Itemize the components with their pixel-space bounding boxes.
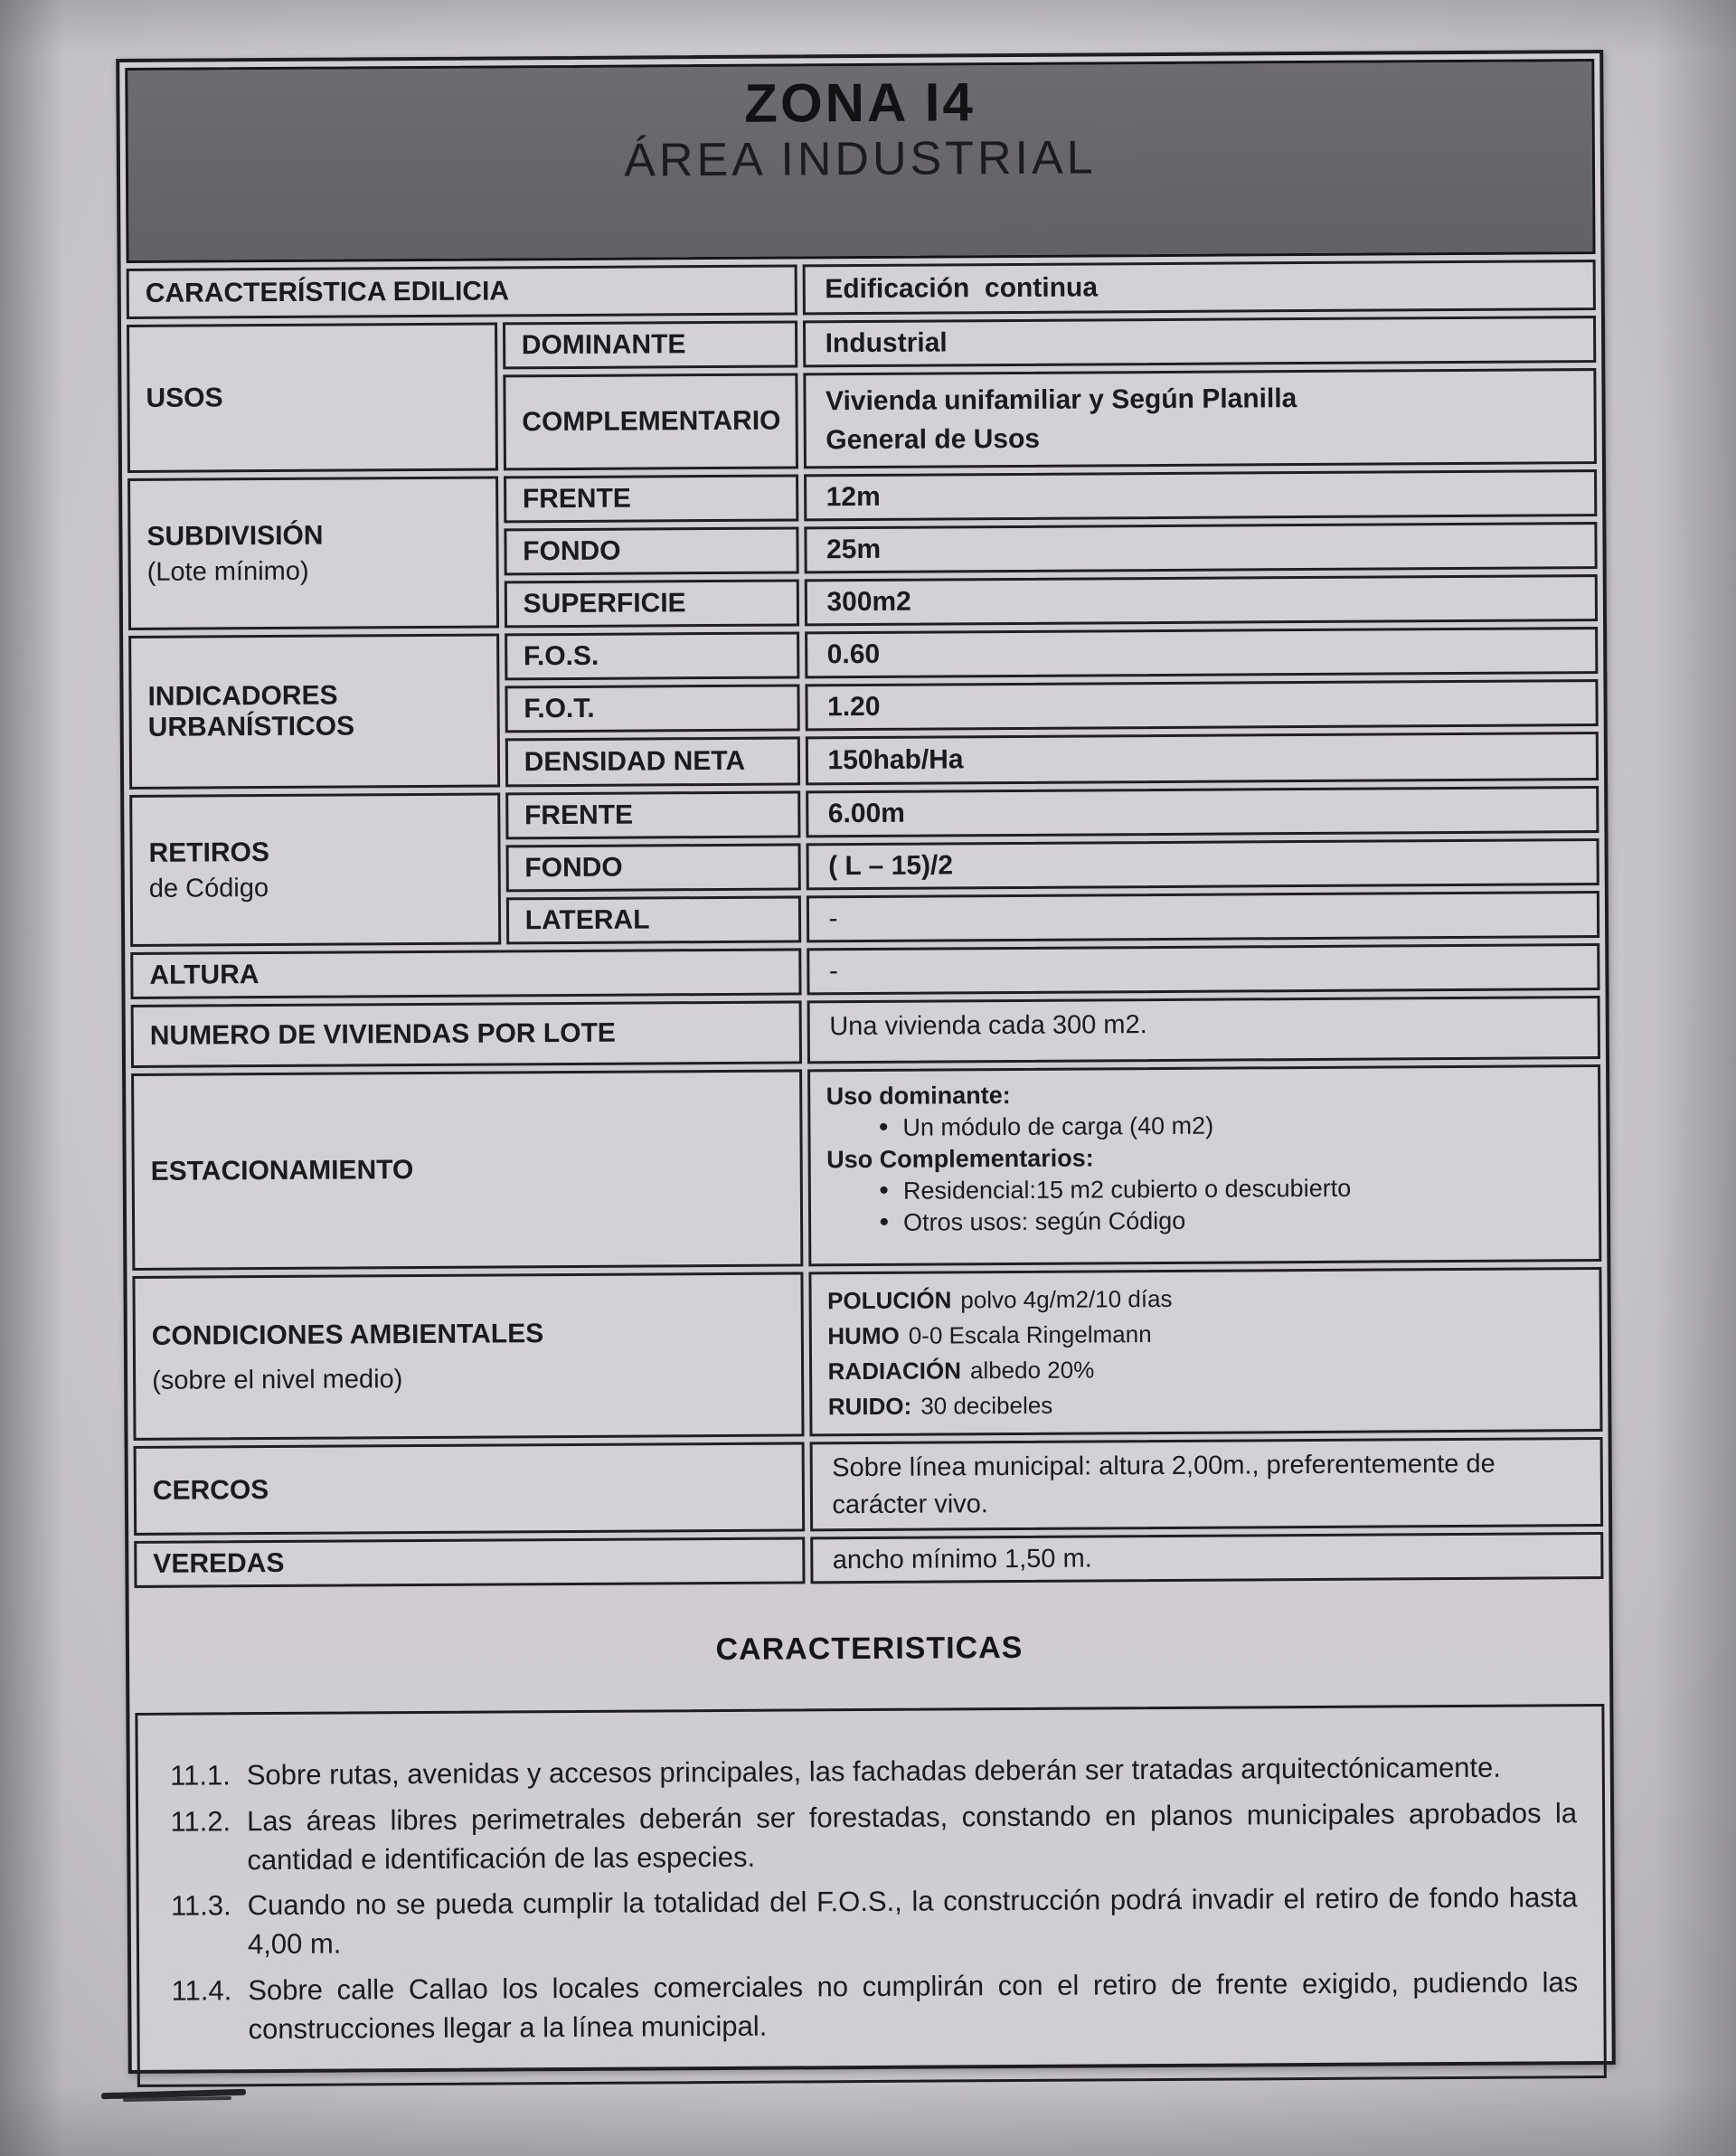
uso-complementarios-item-2 [826,1204,1582,1240]
densidad-value: 150hab/Ha [805,732,1599,785]
uso-dominante-item-text: • Un módulo de carga (40 m2) [902,1111,1214,1141]
retiros-fondo-label: FONDO [505,843,800,892]
complementario-value-line2: General de Usos [826,423,1041,456]
cercos-label: CERCOS [134,1442,805,1536]
row-veredas [134,1532,1603,1588]
radiacion-term: RADIACIÓN [827,1357,962,1385]
item-number: 11.4. [171,1974,232,2007]
ruido-term: RUIDO: [827,1392,912,1421]
item-text: Sobre rutas, avenidas y accesos principales, las fachadas deberán ser tratadas arquitectónicamente. [246,1751,1502,1792]
list-item [154,1879,1578,1965]
viviendas-value: Una vivienda cada 300 m2. [807,996,1600,1064]
zone-header-band [125,59,1595,263]
row-caracteristica-edilicia [127,260,1596,319]
list-item [153,1794,1577,1880]
retiros-lateral-label: LATERAL [506,895,801,944]
fot-label: F.O.T. [505,684,799,733]
uso-complementarios-item-1-text: • Residencial:15 m2 cubierto o descubierto [902,1175,1352,1206]
row-indicadores-fos [128,627,1598,683]
row-cercos [134,1437,1604,1536]
subdivision-fondo-label: FONDO [504,526,798,575]
condiciones-note: (sobre el nivel medio) [152,1364,403,1395]
fos-label: F.O.S. [505,631,799,680]
radiacion-text: albedo 20% [969,1356,1095,1385]
caracteristicas-heading: CARACTERISTICAS [715,1630,1024,1667]
polucion-line [827,1279,1583,1319]
row-altura [130,943,1599,999]
zoning-table [121,254,1609,1593]
subdivision-superficie-value: 300m2 [804,574,1598,626]
ruido-text: 30 decibeles [920,1391,1053,1420]
list-item [153,1748,1577,1795]
altura-label: ALTURA [130,948,801,999]
caracteristica-edilicia-label: CARACTERÍSTICA EDILICIA [127,264,797,319]
item-number: 11.1. [170,1759,231,1792]
row-retiros-frente [129,786,1599,842]
indicadores-label: INDICADORES URBANÍSTICOS [128,633,500,789]
complementario-value-line1: Vivienda unifamiliar y Según Planilla [825,383,1297,416]
subdivision-superficie-label: SUPERFICIE [504,579,798,628]
usos-label: USOS [127,322,498,472]
scan-artifact-mark [101,2089,253,2104]
uso-dominante-heading: Uso dominante: [826,1082,1011,1111]
subdivision-label-text: SUBDIVISIÓN [146,520,324,552]
retiros-frente-value: 6.00m [806,786,1599,837]
uso-complementarios-item-2-text: • Otros usos: según Código [903,1207,1186,1237]
subdivision-frente-value: 12m [804,469,1598,521]
retiros-label [129,792,501,946]
subdivision-frente-label: FRENTE [504,474,798,523]
condiciones-label [132,1272,804,1441]
cercos-value: Sobre línea municipal: altura 2,00m., preferentemente de carácter vivo. [809,1437,1603,1532]
complementario-value [803,368,1597,468]
retiros-note: de Código [148,873,269,903]
complementario-label: COMPLEMENTARIO [503,373,797,470]
item-number: 11.3. [170,1889,231,1923]
uso-complementarios-heading: Uso Complementarios: [826,1144,1094,1174]
estacionamiento-value [807,1064,1602,1266]
item-number: 11.2. [170,1805,231,1838]
subdivision-fondo-value: 25m [804,522,1598,573]
humo-term: HUMO [827,1321,900,1350]
uso-dominante-item [826,1108,1582,1144]
densidad-label: DENSIDAD NETA [505,736,799,787]
condiciones-value [808,1267,1603,1436]
zone-subtitle: ÁREA INDUSTRIAL [624,131,1097,187]
retiros-label-text: RETIROS [148,837,270,868]
dominante-label: DOMINANTE [503,320,797,369]
subdivision-label [127,476,499,629]
polucion-text: polvo 4g/m2/10 días [960,1284,1173,1314]
subdivision-note: (Lote mínimo) [146,556,309,587]
caracteristicas-list [135,1704,1606,2086]
row-estacionamiento [131,1064,1601,1271]
dominante-value: Industrial [802,316,1596,367]
humo-line [827,1314,1583,1354]
fos-value: 0.60 [805,627,1599,678]
list-item [154,1963,1578,2049]
row-condiciones [132,1267,1602,1441]
document-sheet [116,50,1616,2074]
condiciones-label-text: CONDICIONES AMBIENTALES [151,1318,544,1351]
viviendas-label: NUMERO DE VIVIENDAS POR LOTE [131,1000,802,1068]
altura-value: - [807,943,1600,995]
radiacion-line [827,1349,1583,1389]
row-subdivision-frente [127,469,1597,525]
item-text: Cuando no se pueda cumplir la totalidad del F.O.S., la construcción podrá invadir el retiro de fondo hasta 4,00 m. [247,1881,1578,1961]
fot-value: 1.20 [805,679,1599,731]
item-text: Las áreas libres perimetrales deberán ser forestadas, constando en planos municipales aprobados la cantidad e identificación de las especies. [247,1797,1578,1876]
row-viviendas [131,996,1600,1068]
polucion-term: POLUCIÓN [827,1286,952,1315]
zone-title: ZONA I4 [744,71,976,134]
uso-complementarios-item-1 [826,1171,1582,1207]
estacionamiento-label: ESTACIONAMIENTO [131,1069,803,1271]
humo-text: 0-0 Escala Ringelmann [908,1320,1152,1349]
caracteristica-edilicia-value: Edificación continua [802,260,1596,315]
retiros-lateral-value: - [806,891,1599,942]
veredas-label: VEREDAS [134,1537,805,1589]
row-usos-dominante [127,316,1596,372]
retiros-fondo-value: ( L – 15)/2 [806,838,1599,890]
veredas-value: ancho mínimo 1,50 m. [810,1532,1604,1584]
item-text: Sobre calle Callao los locales comerciales no cumplirán con el retiro de frente exigido, pudiendo las construcciones llegar a la línea municipal. [248,1966,1579,2045]
retiros-frente-label: FRENTE [505,790,800,839]
ruido-line [828,1385,1584,1424]
